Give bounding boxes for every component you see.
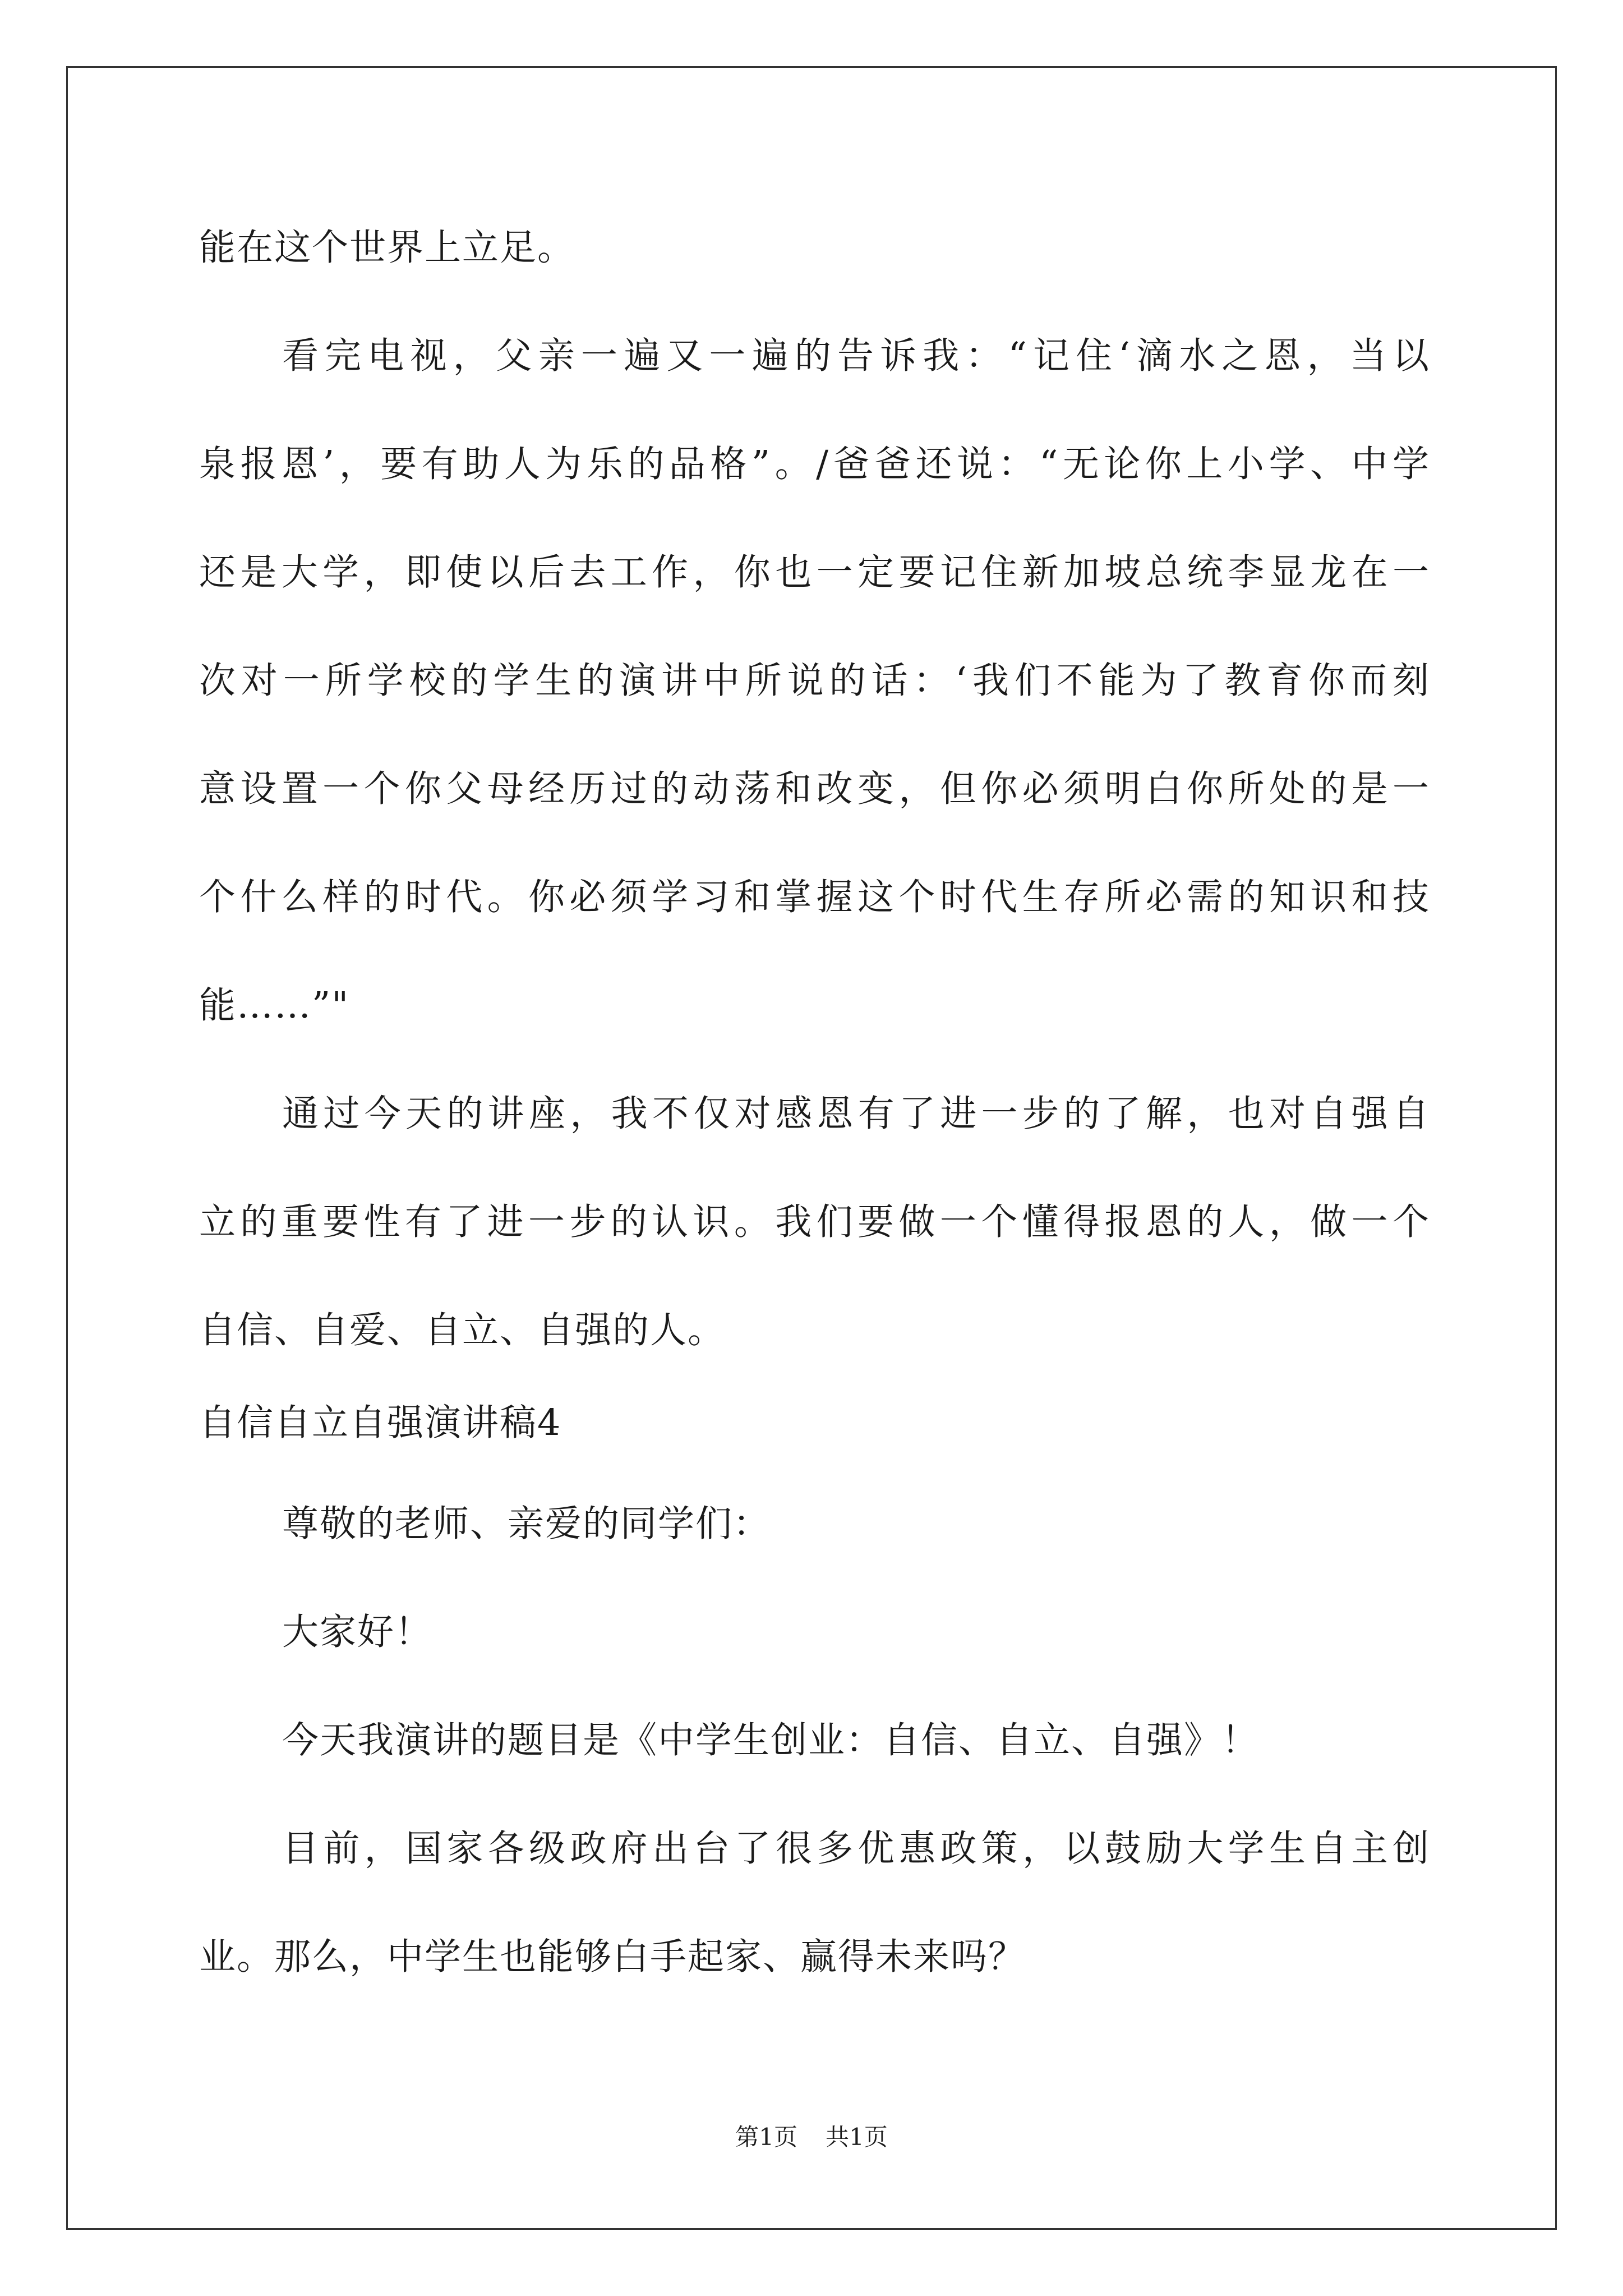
paragraph-line: 意设置一个你父母经历过的动荡和改变，但你必须明白你所处的是一 [199, 768, 1430, 810]
paragraph-line: 业。那么，中学生也能够白手起家、赢得未来吗？ [199, 1936, 1026, 1978]
paragraph-line: 自信、自爱、自立、自强的人。 [199, 1309, 726, 1351]
page-count: 共1页 [826, 2123, 888, 2151]
paragraph-line: 通过今天的讲座，我不仅对感恩有了进一步的了解，也对自强自 [282, 1093, 1430, 1135]
paragraph-line: 目前，国家各级政府出台了很多优惠政策，以鼓励大学生自主创 [282, 1828, 1430, 1870]
paragraph-line: 能……”" [199, 984, 350, 1027]
paragraph-line: 还是大学，即使以后去工作，你也一定要记住新加坡总统李显龙在一 [199, 551, 1430, 593]
page-frame [66, 66, 1557, 2230]
paragraph-line: 尊敬的老师、亲爱的同学们： [282, 1503, 771, 1545]
paragraph-line: 泉报恩’，要有助人为乐的品格”。/爸爸还说：“无论你上小学、中学 [199, 443, 1430, 485]
paragraph-line: 看完电视，父亲一遍又一遍的告诉我：“记住‘滴水之恩，当以 [282, 335, 1430, 377]
paragraph-line: 立的重要性有了进一步的认识。我们要做一个懂得报恩的人，做一个 [199, 1201, 1430, 1243]
page-number: 第1页 [735, 2123, 797, 2151]
paragraph-line: 大家好！ [282, 1611, 433, 1653]
section-heading: 自信自立自强演讲稿4 [199, 1402, 562, 1444]
paragraph-line: 今天我演讲的题目是《中学生创业：自信、自立、自强》！ [282, 1719, 1260, 1761]
paragraph-line: 能在这个世界上立足。 [199, 227, 575, 269]
paragraph-line: 个什么样的时代。你必须学习和掌握这个时代生存所必需的知识和技 [199, 876, 1430, 918]
page-footer [0, 2120, 1623, 2154]
paragraph-line: 次对一所学校的学生的演讲中所说的话：‘我们不能为了教育你而刻 [199, 660, 1430, 702]
